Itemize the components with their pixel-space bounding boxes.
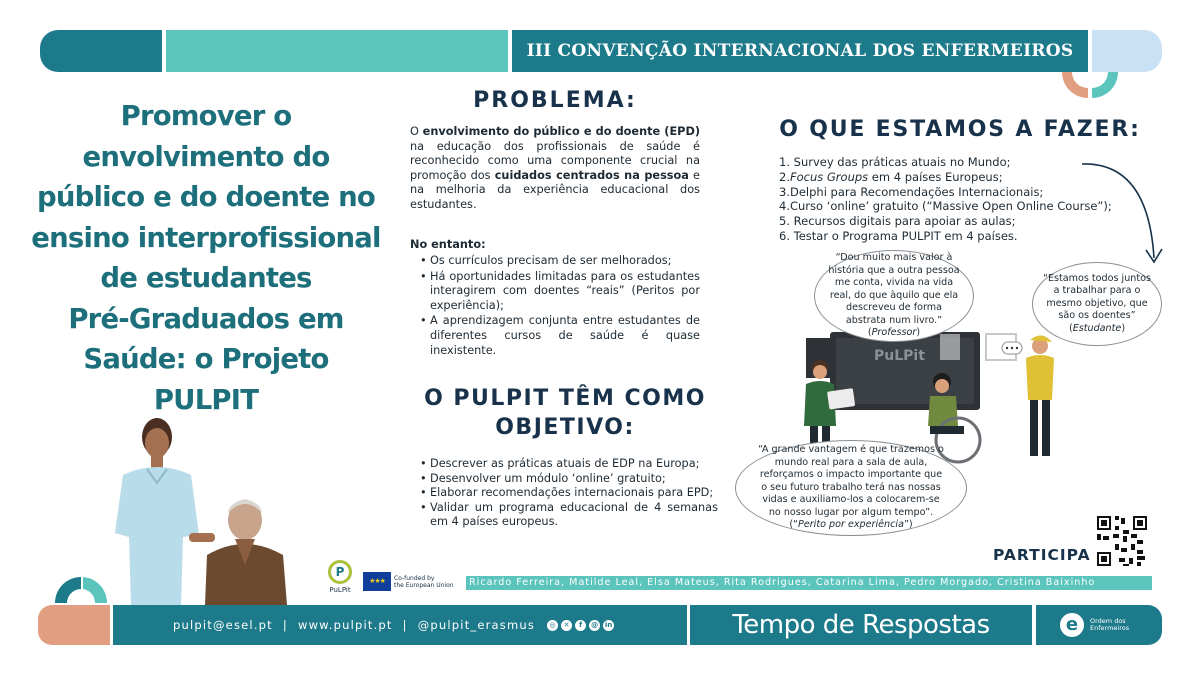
banner-segment-light bbox=[166, 30, 508, 72]
problema-heading: PROBLEMA: bbox=[473, 88, 637, 113]
pulpit-logo-icon: P bbox=[328, 560, 352, 584]
list-item: • Há oportunidades limitadas para os estudantes interagirem com doentes “reais” (Peritos por experiência); bbox=[420, 270, 700, 314]
problema-text: na educação dos profissionais de saúde é reconhecido como uma componente crucial na promoção dos bbox=[410, 139, 700, 182]
eu-flag-icon: ★★★ bbox=[363, 572, 391, 591]
website-link[interactable]: www.pulpit.pt bbox=[297, 618, 393, 632]
bottom-arc-decoration-icon bbox=[53, 575, 109, 605]
title-line: Saúde: o Projeto bbox=[83, 343, 329, 375]
title-line: público e do doente no bbox=[37, 181, 375, 213]
facebook-icon[interactable]: f bbox=[575, 620, 586, 631]
list-item: • Desenvolver um módulo ‘online’ gratuito; bbox=[420, 472, 718, 487]
list-item: 5. Recursos digitais para apoiar as aulas; bbox=[779, 214, 1016, 229]
separator: | bbox=[282, 618, 288, 632]
tempo-de-respostas-title: Tempo de Respostas bbox=[690, 605, 1032, 645]
problema-text: O bbox=[410, 125, 423, 138]
fazer-list bbox=[779, 155, 1112, 244]
footer-segment-salmon bbox=[38, 605, 110, 645]
threads-icon[interactable]: @ bbox=[591, 620, 599, 629]
arc-decoration-icon bbox=[1060, 70, 1120, 102]
title-line: ensino interprofissional bbox=[31, 221, 381, 254]
footer-contacts bbox=[113, 605, 687, 645]
objetivo-list bbox=[420, 457, 718, 530]
x-icon[interactable]: ✕ bbox=[561, 620, 572, 631]
banner-segment-sky bbox=[1092, 30, 1162, 72]
objetivo-heading-line: OBJETIVO: bbox=[495, 415, 635, 440]
problema-text: e na melhoria da experiência educacional dos estudantes. bbox=[410, 168, 701, 211]
banner-segment-dark bbox=[40, 30, 162, 72]
social-handle[interactable]: @pulpit_erasmus bbox=[417, 618, 536, 632]
quote-bubble-professor: “Dou muito mais valor à história que a outra pessoa me conta, vivida na vida real, do que àquilo que ela descreveu de forma abstrata num livro.” (Professor) bbox=[814, 250, 974, 342]
ordem-enfermeiros-logo bbox=[1036, 605, 1162, 645]
separator: | bbox=[402, 618, 408, 632]
list-item: • Elaborar recomendações internacionais para EPD; bbox=[420, 486, 718, 501]
instagram-icon[interactable]: ◎ bbox=[547, 620, 558, 631]
list-item: • Validar um programa educacional de 4 semanas em 4 países europeus. bbox=[420, 501, 718, 530]
quote-bubble-estudante: “Estamos todos juntos a trabalhar para o mesmo objetivo, que são os doentes” (Estudante) bbox=[1032, 262, 1162, 346]
ordem-text-line: Ordem dos bbox=[1090, 616, 1126, 625]
curved-arrow-icon bbox=[1078, 158, 1168, 270]
title-line: envolvimento do bbox=[82, 140, 330, 173]
list-item: • A aprendizagem conjunta entre estudantes de diferentes cursos de saúde é quase inexistente. bbox=[420, 314, 700, 358]
pulpit-logo bbox=[322, 560, 358, 594]
list-item: 1. Survey das práticas atuais no Mundo; bbox=[779, 155, 1011, 169]
ordem-logo-text bbox=[1090, 618, 1129, 633]
problema-bold-cuidados: cuidados centrados na pessoa bbox=[494, 168, 689, 182]
ordem-logo-icon: e bbox=[1060, 613, 1084, 637]
title-line: Promover o bbox=[120, 100, 292, 132]
email-link[interactable]: pulpit@esel.pt bbox=[173, 618, 273, 632]
problema-bold-epd: envolvimento do público e do doente (EPD) bbox=[422, 125, 701, 138]
list-item: 4.Curso ‘online’ gratuito (“Massive Open Online Course”); bbox=[779, 199, 1112, 214]
qr-code-icon[interactable] bbox=[1097, 516, 1147, 566]
authors-bar: Ricardo Ferreira, Matilde Leal, Elsa Mateus, Rita Rodrigues, Catarina Lima, Pedro Morgado, Cristina Baixinho bbox=[466, 576, 1152, 590]
list-item: 2.Focus Groups em 4 países Europeus; bbox=[779, 169, 1003, 184]
nurse-patient-photo bbox=[95, 415, 300, 605]
title-line: de estudantes bbox=[100, 262, 312, 294]
title-line: Pré-Graduados em bbox=[68, 302, 344, 335]
banner-title-box bbox=[512, 30, 1088, 72]
top-banner bbox=[40, 30, 1162, 72]
screen-logo-text: PuLPit bbox=[874, 348, 925, 364]
eu-text-line: the European Union bbox=[394, 581, 454, 589]
problema-list bbox=[420, 254, 700, 359]
pulpit-logo-text: PuLPit bbox=[329, 586, 351, 594]
problema-paragraph bbox=[410, 125, 700, 213]
list-item: 3.Delphi para Recomendações Internacionais; bbox=[779, 184, 1044, 199]
fazer-heading: O QUE ESTAMOS A FAZER: bbox=[779, 117, 1141, 142]
objetivo-heading bbox=[400, 384, 730, 442]
objetivo-heading-line: O PULPIT TÊM COMO bbox=[424, 386, 706, 411]
eu-logo-text bbox=[394, 575, 454, 589]
no-entanto-label: No entanto: bbox=[410, 238, 486, 251]
participa-label: PARTICIPA bbox=[993, 546, 1091, 564]
poster-title bbox=[25, 96, 387, 420]
ordem-text-line: Enfermeiros bbox=[1090, 624, 1130, 632]
social-icons bbox=[547, 620, 614, 631]
eu-cofunded-logo bbox=[363, 572, 454, 591]
list-item: • Descrever as práticas atuais de EDP na Europa; bbox=[420, 457, 718, 472]
list-item: 6. Testar o Programa PULPIT em 4 países. bbox=[779, 228, 1018, 243]
title-line: PULPIT bbox=[153, 383, 259, 416]
linkedin-icon[interactable]: in bbox=[604, 620, 613, 629]
eu-text-line: Co-funded by bbox=[394, 574, 435, 582]
list-item: • Os currículos precisam de ser melhorados; bbox=[420, 254, 700, 269]
quote-bubble-perito: “A grande vantagem é que trazemos o mundo real para a sala de aula, reforçamos o impacto importante que o seu futuro trabalho terá nas nossas vidas e auxiliamo-los a colocarem-se no nosso lugar por algum tempo”. (“Perito por experiência”) bbox=[735, 440, 967, 536]
banner-title: III CONVENÇÃO INTERNACIONAL DOS ENFERMEIROS bbox=[526, 41, 1074, 61]
